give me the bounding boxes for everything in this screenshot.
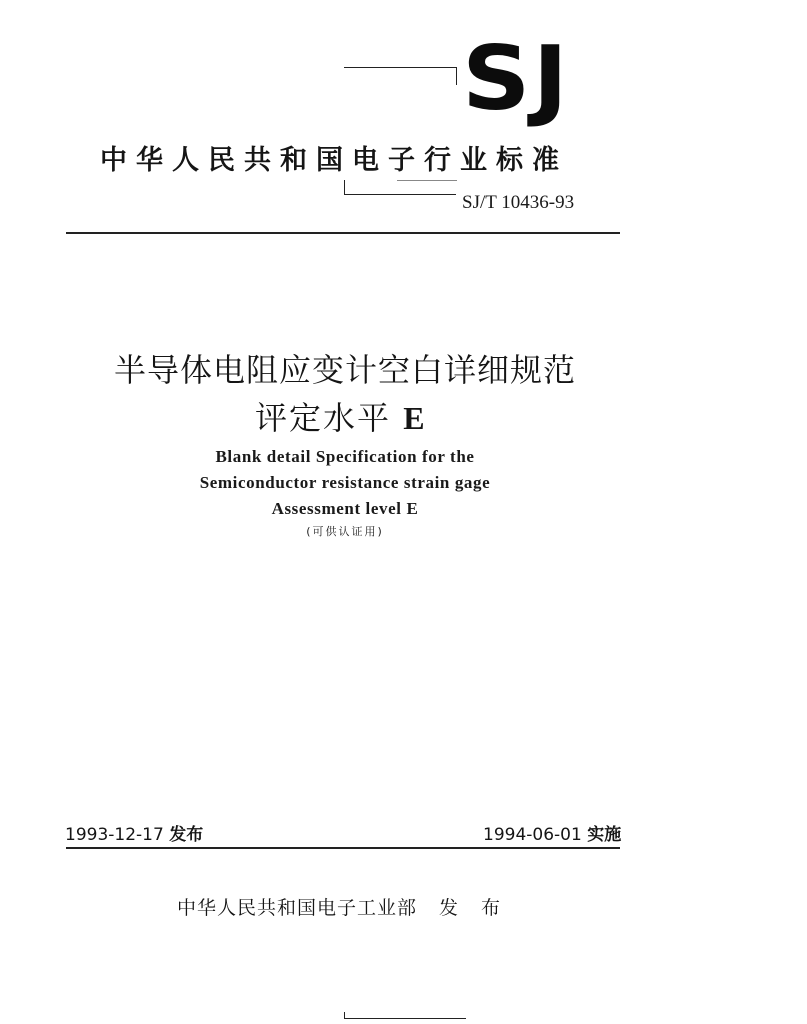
sub-title-chinese-text: 评定水平 [255, 399, 392, 437]
sj-logo: SJ [462, 27, 571, 130]
scan-artifact-line [344, 1018, 466, 1019]
publisher-name: 中华人民共和国电子工业部 [177, 897, 418, 919]
english-title-line-3: Assessment level E [271, 499, 419, 518]
english-title-line-1: Blank detail Specification for the [215, 447, 475, 466]
publisher-line [177, 893, 501, 920]
effective-date [483, 820, 621, 845]
footer-divider [66, 847, 620, 849]
sub-title-chinese [255, 393, 515, 439]
publish-word-2: 布 [481, 897, 502, 919]
scan-artifact-line [456, 67, 457, 85]
issue-label: 发布 [169, 825, 204, 845]
issue-date-value: 1993-12-17 [65, 825, 164, 845]
scan-artifact-line [344, 67, 456, 68]
scan-artifact-line [397, 180, 457, 181]
scan-artifact-line [344, 194, 456, 195]
effective-label: 实施 [587, 825, 622, 845]
publish-word-1: 发 [439, 897, 460, 919]
sub-title-level-letter: E [403, 400, 427, 436]
main-title-chinese: 半导体电阻应变计空白详细规范 [113, 351, 576, 389]
header-divider [66, 232, 620, 234]
certification-note: (可供认证用) [306, 525, 384, 538]
standard-number: SJ/T 10436-93 [462, 192, 575, 213]
organization-title: 中华人民共和国电子行业标准 [100, 145, 568, 176]
issue-date [65, 820, 203, 845]
english-title-line-2: Semiconductor resistance strain gage [199, 473, 491, 492]
scan-artifact-line [344, 1012, 345, 1018]
effective-date-value: 1994-06-01 [483, 825, 582, 845]
scan-artifact-line [344, 180, 345, 194]
